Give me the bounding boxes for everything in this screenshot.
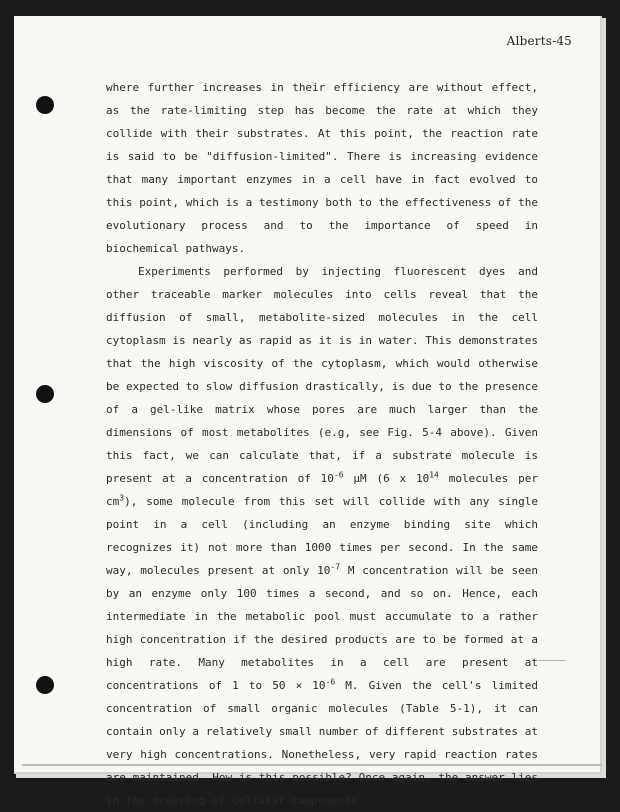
superscript-exponent-1: -6 — [333, 470, 344, 480]
paragraph-experiments — [106, 260, 538, 812]
punch-hole-bottom-icon — [36, 676, 54, 694]
superscript-exponent-5: -6 — [325, 677, 336, 687]
paragraph-experiments-text-3: molecules per cm — [106, 472, 538, 508]
punch-hole-top-icon — [36, 96, 54, 114]
paragraph-experiments-text-5: M concentration will be seen by an enzyme only 100 times a second, and so on. Hence, each intermediate in the metabolic pool must accumulate to a rather high concentration if the desired products are to be formed at a high rate. Many metabolites in a cell are present at concentrations of 1 to 50 × 10 — [106, 564, 538, 692]
paragraph-experiments-text-2: μM (6 x 10 — [343, 472, 430, 485]
paragraph-diffusion-limited: where further increases in their efficiency are without effect, as the rate-limiting step has become the rate at which they collide with their substrates. At this point, the reaction rate is said to be "diffusion-limited". There is increasing evidence that many important enzymes in a cell have in fact evolved to this point, which is a testimony both to the effectiveness of the evolutionary process and to the importance of speed in biochemical pathways. — [106, 81, 538, 255]
document-body — [106, 76, 538, 812]
paragraph-experiments-text-1: Experiments performed by injecting fluorescent dyes and other traceable marker molecules into cells reveal that the diffusion of small, metabolite-sized molecules in the cell cytoplasm is nearly as rapid as it is in water. This demonstrates that the high viscosity of the cytoplasm, which would otherwise be expected to slow diffusion drastically, is due to the presence of a gel-like matrix whose pores are much larger than the dimensions of most metabolites (e.g, see Fig. 5-4 above). Given this fact, we can calculate that, if a substrate molecule is present at a concentration of 10 — [106, 265, 538, 485]
punch-hole-middle-icon — [36, 385, 54, 403]
superscript-exponent-4: -7 — [330, 562, 341, 572]
superscript-exponent-3: 3 — [119, 493, 125, 503]
scan-margin-mark — [538, 660, 566, 661]
superscript-exponent-2: 14 — [429, 470, 439, 480]
paragraph-experiments-text-4: ), some molecule from this set will collide with any single point in a cell (including an enzyme binding site which recognizes it) not more than 1000 times per second. In the same way, molecules present at only 10 — [106, 495, 538, 577]
paragraph-experiments-text-6: M. Given the cell's limited concentration of small organic molecules (Table 5-1), it can contain only a relatively small number of different substrates at very high concentrations. Nonetheless, very rapid reaction rates are maintained. How is this possible? Once again, the answer lies in the ordering of cellular components. — [106, 679, 538, 807]
page-header-number: Alberts-45 — [506, 34, 572, 48]
